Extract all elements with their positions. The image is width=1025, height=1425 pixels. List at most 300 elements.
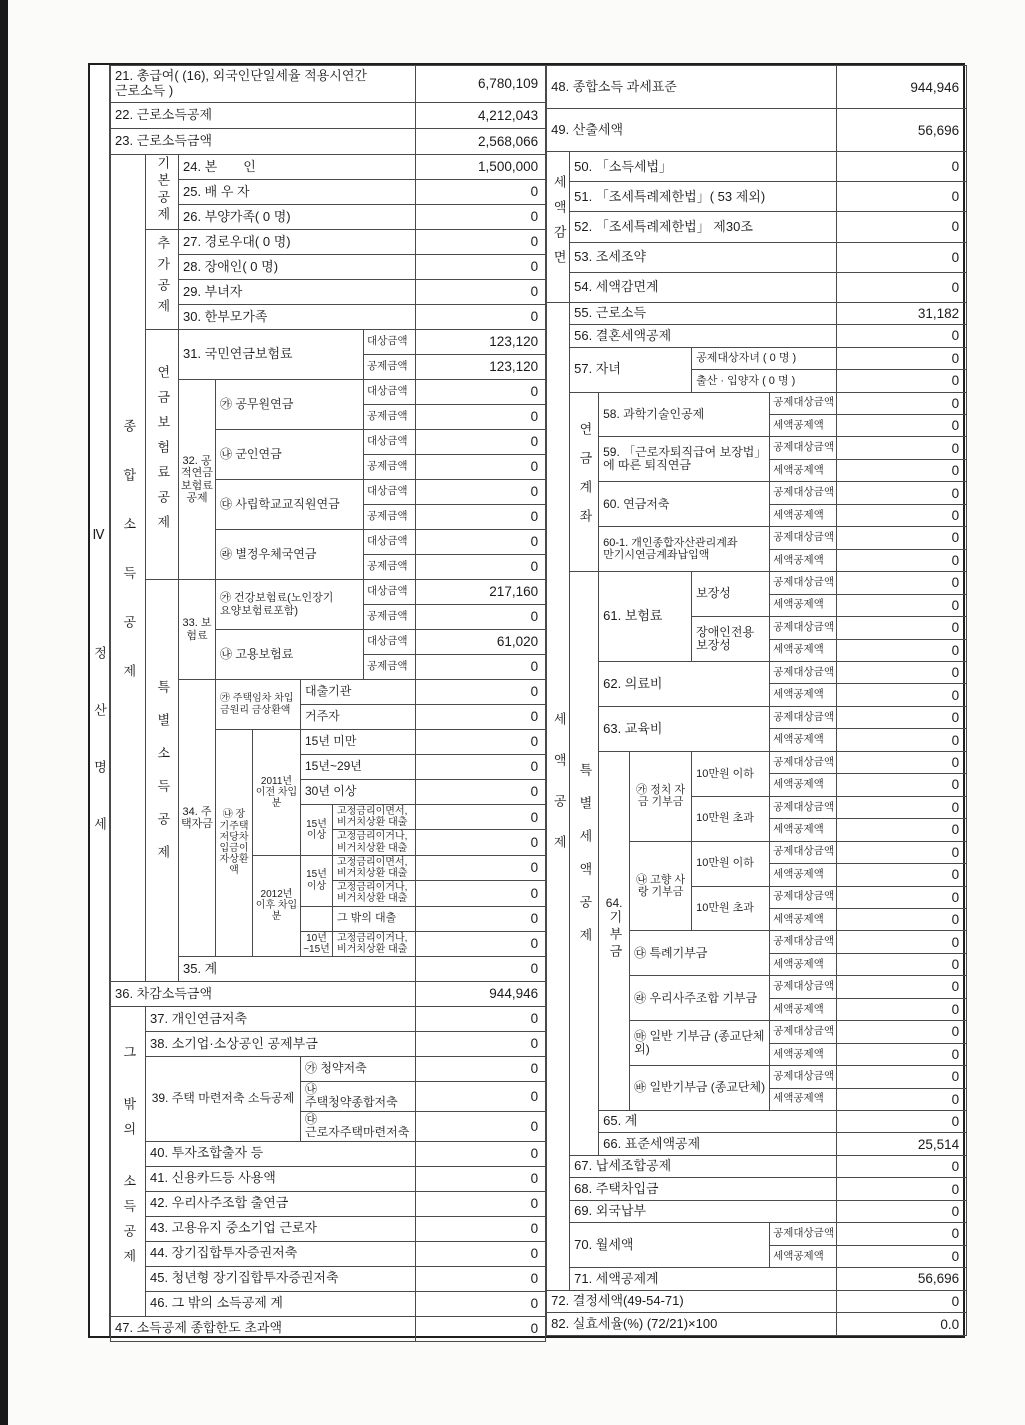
r39-item-subscription: ㉯ 주택청약종합저축 (301, 1081, 416, 1111)
r34b-label: ㉯ 장기주택저당차입금이자상환액 (216, 730, 253, 957)
r34b-15to29: 15년~29년 (301, 755, 416, 780)
section-title: Ⅳ 정산명세 (92, 527, 107, 874)
r64-general-target: 0 (837, 1021, 967, 1043)
table-row (111, 1266, 546, 1291)
r60-target: 0 (837, 482, 967, 504)
col-label: 공제대상금액 (770, 706, 837, 728)
table-row (111, 1166, 546, 1191)
r64-title: 기부금 (607, 910, 623, 962)
r61-guarantee-target: 0 (837, 572, 967, 594)
table-row (547, 272, 967, 302)
r34-label: 34. 주택자금 (179, 680, 216, 957)
r82-label: 82. 실효세율(%) (72/21)×100 (547, 1313, 837, 1336)
r59-label: 59. 「근로자퇴직급여 보장법」에 따른 퇴직연금 (599, 437, 770, 482)
r34b-cond: 고정금리이거나, 비거치상환 대출 (333, 931, 416, 956)
col-label: 세액공제액 (770, 504, 837, 526)
r33-emp-target: 61,020 (416, 630, 546, 655)
r64-general-credit: 0 (837, 1043, 967, 1065)
r36-value: 944,946 (416, 981, 546, 1006)
r47-label: 47. 소득공제 종합한도 초과액 (111, 1316, 416, 1341)
r24-label: 24. 본 인 (179, 155, 416, 180)
r37-value: 0 (416, 1006, 546, 1031)
r34b-value: 0 (416, 881, 546, 906)
table-row (111, 1191, 546, 1216)
r45-value: 0 (416, 1266, 546, 1291)
col-label: 세액공제액 (770, 729, 837, 751)
r61-guarantee-credit: 0 (837, 594, 967, 616)
table-row (111, 1031, 546, 1056)
r34b-over30: 30년 이상 (301, 780, 416, 805)
r35-label: 35. 계 (179, 956, 416, 981)
table-row (547, 1111, 967, 1133)
r32-civil-target: 0 (416, 380, 546, 405)
r61-disabled-target: 0 (837, 617, 967, 639)
col-label: 공제금액 (364, 555, 416, 580)
r34b-value: 0 (416, 931, 546, 956)
group-special-income-deduction: 특별소득공제 (146, 580, 179, 982)
r60-1-target: 0 (837, 527, 967, 549)
r54-label: 54. 세액감면계 (570, 272, 837, 302)
r64-home-over: 10만원 초과 (692, 886, 770, 931)
r72-label: 72. 결정세액(49-54-71) (547, 1290, 837, 1312)
group-tax-credit: 세액공제 (547, 302, 570, 1290)
r67-value: 0 (837, 1155, 967, 1177)
table-row (111, 1141, 546, 1166)
table-row (111, 330, 546, 355)
r64-religious-credit: 0 (837, 1088, 967, 1110)
table-row (547, 1313, 967, 1336)
r64-esop: ㉱ 우리사주조합 기부금 (630, 976, 770, 1021)
group-tax-reduction: 세액감면 (547, 152, 570, 302)
r36-label: 36. 차감소득금액 (111, 981, 416, 1006)
r31-ded-label: 공제금액 (364, 355, 416, 380)
r64-special-credit: 0 (837, 953, 967, 975)
r24-value: 1,500,000 (416, 155, 546, 180)
r64-hometown: ㉯ 고향 사랑 기부금 (630, 841, 692, 931)
r39-subscription-value: 0 (416, 1081, 546, 1111)
col-label: 공제금액 (364, 455, 416, 480)
r66-label: 66. 표준세액공제 (599, 1133, 837, 1155)
r42-value: 0 (416, 1191, 546, 1216)
r60-credit: 0 (837, 504, 967, 526)
r41-value: 0 (416, 1166, 546, 1191)
r64-pol-over-credit: 0 (837, 819, 967, 841)
table-row (547, 392, 967, 414)
r64-special: ㉰ 특례기부금 (630, 931, 770, 976)
r21-label: 21. 총급여( (16), 외국인단일세율 적용시연간 근로소득 ) (111, 66, 416, 103)
r60-label: 60. 연금저축 (599, 482, 770, 527)
r34b-under15-value: 0 (416, 730, 546, 755)
r34b-cond: 고정금리이거나, 비거치상환 대출 (333, 830, 416, 855)
table-row (547, 1155, 967, 1177)
r48-value: 944,946 (837, 66, 967, 109)
r56-label: 56. 결혼세액공제 (570, 325, 837, 347)
r22-value: 4,212,043 (416, 103, 546, 129)
r43-label: 43. 고용유지 중소기업 근로자 (146, 1216, 416, 1241)
col-label: 공제대상금액 (770, 661, 837, 683)
table-row (547, 1133, 967, 1155)
group-additional-deduction: 추가공제 (146, 230, 179, 330)
r67-label: 67. 납세조합공제 (570, 1155, 837, 1177)
r21-value: 6,780,109 (416, 66, 546, 103)
table-row (547, 1223, 967, 1245)
table-row (547, 347, 967, 369)
r37-label: 37. 개인연금저축 (146, 1006, 416, 1031)
r64-special-target: 0 (837, 931, 967, 953)
r34a-label: ㉮ 주택임차 차입금원리 금상환액 (216, 680, 301, 730)
r65-value: 0 (837, 1111, 967, 1133)
table-row (547, 325, 967, 347)
r38-value: 0 (416, 1031, 546, 1056)
col-label: 공제대상금액 (770, 1066, 837, 1088)
table-row (111, 981, 546, 1006)
r55-value: 31,182 (837, 302, 967, 324)
col-label: 세액공제액 (770, 549, 837, 571)
r64-pol-under-credit: 0 (837, 774, 967, 796)
r53-label: 53. 조세조약 (570, 242, 837, 272)
r70-target: 0 (837, 1223, 967, 1245)
r44-label: 44. 장기집합투자증권저축 (146, 1241, 416, 1266)
r34b-under15: 15년 미만 (301, 730, 416, 755)
r64-esop-credit: 0 (837, 998, 967, 1020)
r33-item-employment: ㉯ 고용보험료 (216, 630, 364, 680)
r64-pol-over-target: 0 (837, 796, 967, 818)
r34b-over30-value: 0 (416, 780, 546, 805)
table-row (111, 1291, 546, 1316)
r82-value: 0.0 (837, 1313, 967, 1336)
group-comprehensive-deduction: 종합소득공제 (111, 155, 146, 982)
table-row (111, 66, 546, 103)
r64-home-under: 10만원 이하 (692, 841, 770, 886)
r22-label: 22. 근로소득공제 (111, 103, 416, 129)
r31-ded-value: 123,120 (416, 355, 546, 380)
r52-label: 52. 「조세특례제한법」 제30조 (570, 212, 837, 242)
col-label: 대상금액 (364, 430, 416, 455)
r28-label: 28. 장애인( 0 명) (179, 255, 416, 280)
r32-label: 32. 공적연금보험료공제 (179, 380, 216, 580)
col-label: 대상금액 (364, 380, 416, 405)
group-special-tax-credit: 특별세액공제 (570, 572, 599, 1156)
group-pension-account: 연금계좌 (570, 392, 599, 572)
r31-target-label: 대상금액 (364, 330, 416, 355)
r71-value: 56,696 (837, 1268, 967, 1290)
col-label: 세액공제액 (770, 1043, 837, 1065)
table-row (547, 527, 967, 549)
col-label: 세액공제액 (770, 774, 837, 796)
r58-credit: 0 (837, 414, 967, 436)
section-column (90, 65, 110, 1336)
col-label: 대상금액 (364, 480, 416, 505)
r61-label: 61. 보험료 (599, 572, 692, 662)
r61-disabled-credit: 0 (837, 639, 967, 661)
r34b-cond: 고정금리이거나, 비거치상환 대출 (333, 881, 416, 906)
r34b-other-loan: 그 밖의 대출 (333, 906, 416, 931)
r29-value: 0 (416, 280, 546, 305)
tax-settlement-form (88, 63, 965, 1338)
r63-credit: 0 (837, 729, 967, 751)
col-label: 세액공제액 (770, 639, 837, 661)
col-label: 공제대상금액 (770, 617, 837, 639)
col-label: 세액공제액 (770, 953, 837, 975)
col-label: 세액공제액 (770, 459, 837, 481)
col-label: 공제대상금액 (770, 886, 837, 908)
col-label: 대상금액 (364, 530, 416, 555)
r61-guarantee: 보장성 (692, 572, 770, 617)
col-label: 공제금액 (364, 505, 416, 530)
r28-value: 0 (416, 255, 546, 280)
col-label: 세액공제액 (770, 819, 837, 841)
table-row (111, 1241, 546, 1266)
r34a-lender-value: 0 (416, 680, 546, 705)
r50-label: 50. 「소득세법」 (570, 152, 837, 182)
r34b-15plus: 15년 이상 (301, 805, 333, 856)
table-row (547, 1290, 967, 1312)
r25-value: 0 (416, 180, 546, 205)
r64-pol-under-target: 0 (837, 751, 967, 773)
table-row (547, 1200, 967, 1222)
col-label: 공제대상금액 (770, 976, 837, 998)
r45-label: 45. 청년형 장기집합투자증권저축 (146, 1266, 416, 1291)
r57-adoption-value: 0 (837, 370, 967, 392)
table-row (547, 1178, 967, 1200)
r33-item-health: ㉮ 건강보험료(노인장기 요양보험료포함) (216, 580, 364, 630)
r60-1-credit: 0 (837, 549, 967, 571)
r39-item-worker: ㉰ 근로자주택마련저축 (301, 1111, 416, 1141)
r32-school-target: 0 (416, 480, 546, 505)
r34a-resident-value: 0 (416, 705, 546, 730)
r63-target: 0 (837, 706, 967, 728)
table-row (111, 230, 546, 255)
r30-label: 30. 한부모가족 (179, 305, 416, 330)
r35-value: 0 (416, 956, 546, 981)
r69-value: 0 (837, 1200, 967, 1222)
col-label: 대상금액 (364, 630, 416, 655)
table-row (547, 66, 967, 109)
r58-label: 58. 과학기술인공제 (599, 392, 770, 437)
col-label: 공제대상금액 (770, 931, 837, 953)
r32-item-post-office: ㉱ 별정우체국연금 (216, 530, 364, 580)
empty-cell (301, 906, 333, 931)
col-label: 공제대상금액 (770, 841, 837, 863)
r32-item-military: ㉯ 군인연금 (216, 430, 364, 480)
col-label: 세액공제액 (770, 684, 837, 706)
col-label: 공제대상금액 (770, 437, 837, 459)
col-label: 세액공제액 (770, 998, 837, 1020)
r32-military-ded: 0 (416, 455, 546, 480)
table-row (547, 152, 967, 182)
r39-item-savings: ㉮ 청약저축 (301, 1056, 416, 1081)
tax-credit-table-right (546, 65, 967, 1336)
table-row (111, 1216, 546, 1241)
table-row (111, 1056, 546, 1081)
table-row (547, 302, 967, 324)
r58-target: 0 (837, 392, 967, 414)
r34b-cond: 고정금리이면서, 비거치상환 대출 (333, 805, 416, 830)
group-other-income-deduction: 그 밖의 소득공제 (111, 1006, 146, 1316)
r51-value: 0 (837, 182, 967, 212)
col-label: 세액공제액 (770, 1088, 837, 1110)
col-label: 세액공제액 (770, 908, 837, 930)
r42-label: 42. 우리사주조합 출연금 (146, 1191, 416, 1216)
col-label: 공제금액 (364, 605, 416, 630)
r34a-lender: 대출기관 (301, 680, 416, 705)
r52-value: 0 (837, 212, 967, 242)
table-row (547, 1268, 967, 1290)
r26-label: 26. 부양가족( 0 명) (179, 205, 416, 230)
table-row (111, 129, 546, 155)
r55-label: 55. 근로소득 (570, 302, 837, 324)
group-basic-deduction: 기본공제 (146, 155, 179, 230)
r33-label: 33. 보험료 (179, 580, 216, 680)
r27-label: 27. 경로우대( 0 명) (179, 230, 416, 255)
r33-health-ded: 0 (416, 605, 546, 630)
r39-label: 39. 주택 마련저축 소득공제 (146, 1056, 301, 1141)
r64-general: ㉲ 일반 기부금 (종교단체 외) (630, 1021, 770, 1066)
r62-credit: 0 (837, 684, 967, 706)
r27-value: 0 (416, 230, 546, 255)
r39-savings-value: 0 (416, 1056, 546, 1081)
r40-value: 0 (416, 1141, 546, 1166)
r34b-period-2012: 2012년 이후 차입분 (253, 855, 301, 956)
table-row (547, 182, 967, 212)
r43-value: 0 (416, 1216, 546, 1241)
r29-label: 29. 부녀자 (179, 280, 416, 305)
r60-1-label: 60-1. 개인종합자산관리계좌 만기시연금계좌납입액 (599, 527, 770, 572)
r64-home-over-credit: 0 (837, 908, 967, 930)
table-row (111, 580, 546, 605)
r34b-cond: 고정금리이면서, 비거치상환 대출 (333, 855, 416, 880)
r56-value: 0 (837, 325, 967, 347)
col-label: 공제대상금액 (770, 527, 837, 549)
table-row (547, 751, 967, 773)
r64-religious-target: 0 (837, 1066, 967, 1088)
col-label: 공제대상금액 (770, 482, 837, 504)
r64-pol-under: 10만원 이하 (692, 751, 770, 796)
r33-emp-ded: 0 (416, 655, 546, 680)
group-pension-insurance-deduction: 연금보험료공제 (146, 330, 179, 580)
table-row (547, 661, 967, 683)
r34b-value: 0 (416, 830, 546, 855)
r34b-period-2011: 2011년 이전 차입분 (253, 730, 301, 856)
table-row (111, 1006, 546, 1031)
r34a-resident: 거주자 (301, 705, 416, 730)
r30-value: 0 (416, 305, 546, 330)
r48-label: 48. 종합소득 과세표준 (547, 66, 837, 109)
col-label: 공제대상금액 (770, 796, 837, 818)
r62-label: 62. 의료비 (599, 661, 770, 706)
col-label: 공제대상금액 (770, 572, 837, 594)
r65-label: 65. 계 (599, 1111, 837, 1133)
r31-label: 31. 국민연금보험료 (179, 330, 364, 380)
r51-label: 51. 「조세특례제한법」( 53 제외) (570, 182, 837, 212)
r69-label: 69. 외국납부 (570, 1200, 837, 1222)
r57-children-value: 0 (837, 347, 967, 369)
r46-value: 0 (416, 1291, 546, 1316)
r34b-value: 0 (416, 906, 546, 931)
table-row (547, 437, 967, 459)
r32-post-target: 0 (416, 530, 546, 555)
r34b-value: 0 (416, 805, 546, 830)
col-label: 공제대상금액 (770, 1223, 837, 1245)
r32-item-private-school: ㉰ 사립학교교직원연금 (216, 480, 364, 530)
table-row (111, 103, 546, 129)
r39-worker-value: 0 (416, 1111, 546, 1141)
col-label: 세액공제액 (770, 864, 837, 886)
r70-credit: 0 (837, 1245, 967, 1267)
r34b-15plus: 15년 이상 (301, 855, 333, 906)
r54-value: 0 (837, 272, 967, 302)
r59-target: 0 (837, 437, 967, 459)
r68-value: 0 (837, 1178, 967, 1200)
col-label: 세액공제액 (770, 414, 837, 436)
r64-pol-over: 10만원 초과 (692, 796, 770, 841)
r64-home-under-target: 0 (837, 841, 967, 863)
col-label: 세액공제액 (770, 594, 837, 616)
r34b-value: 0 (416, 855, 546, 880)
r61-disabled: 장애인전용 보장성 (692, 617, 770, 662)
r64-political: ㉮ 정치 자금 기부금 (630, 751, 692, 841)
r32-item-civil: ㉮ 공무원연금 (216, 380, 364, 430)
r50-value: 0 (837, 152, 967, 182)
table-row (547, 706, 967, 728)
r64-home-over-target: 0 (837, 886, 967, 908)
r26-value: 0 (416, 205, 546, 230)
table-row (547, 572, 967, 594)
table-row (547, 482, 967, 504)
r64-religious: ㉳ 일반기부금 (종교단체) (630, 1066, 770, 1111)
col-label: 공제대상금액 (770, 751, 837, 773)
r59-credit: 0 (837, 459, 967, 481)
r72-value: 0 (837, 1290, 967, 1312)
col-label: 공제대상금액 (770, 1021, 837, 1043)
col-label: 공제금액 (364, 405, 416, 430)
table-row (111, 155, 546, 180)
r32-military-target: 0 (416, 430, 546, 455)
r25-label: 25. 배 우 자 (179, 180, 416, 205)
r38-label: 38. 소기업·소상공인 공제부금 (146, 1031, 416, 1056)
r57-adoption: 출산 · 입양자 ( 0 명 ) (692, 370, 837, 392)
r46-label: 46. 그 밖의 소득공제 계 (146, 1291, 416, 1316)
r34b-10to15: 10년 ~15년 (301, 931, 333, 956)
r33-health-target: 217,160 (416, 580, 546, 605)
col-label: 공제금액 (364, 655, 416, 680)
r34b-15to29-value: 0 (416, 755, 546, 780)
r23-value: 2,568,066 (416, 129, 546, 155)
table-row (111, 1316, 546, 1341)
r63-label: 63. 교육비 (599, 706, 770, 751)
r64-home-under-credit: 0 (837, 864, 967, 886)
r62-target: 0 (837, 661, 967, 683)
r57-label: 57. 자녀 (570, 347, 692, 392)
r68-label: 68. 주택차입금 (570, 1178, 837, 1200)
col-label: 공제대상금액 (770, 392, 837, 414)
col-label: 세액공제액 (770, 1245, 837, 1267)
r66-value: 25,514 (837, 1133, 967, 1155)
r31-target-value: 123,120 (416, 330, 546, 355)
r64-esop-target: 0 (837, 976, 967, 998)
r70-label: 70. 월세액 (570, 1223, 770, 1268)
table-row (547, 109, 967, 152)
r23-label: 23. 근로소득금액 (111, 129, 416, 155)
r64-number: 64. (605, 895, 623, 910)
r32-civil-ded: 0 (416, 405, 546, 430)
r32-school-ded: 0 (416, 505, 546, 530)
r44-value: 0 (416, 1241, 546, 1266)
r57-children: 공제대상자녀 ( 0 명 ) (692, 347, 837, 369)
r32-post-ded: 0 (416, 555, 546, 580)
r40-label: 40. 투자조합출자 등 (146, 1141, 416, 1166)
table-row (547, 212, 967, 242)
